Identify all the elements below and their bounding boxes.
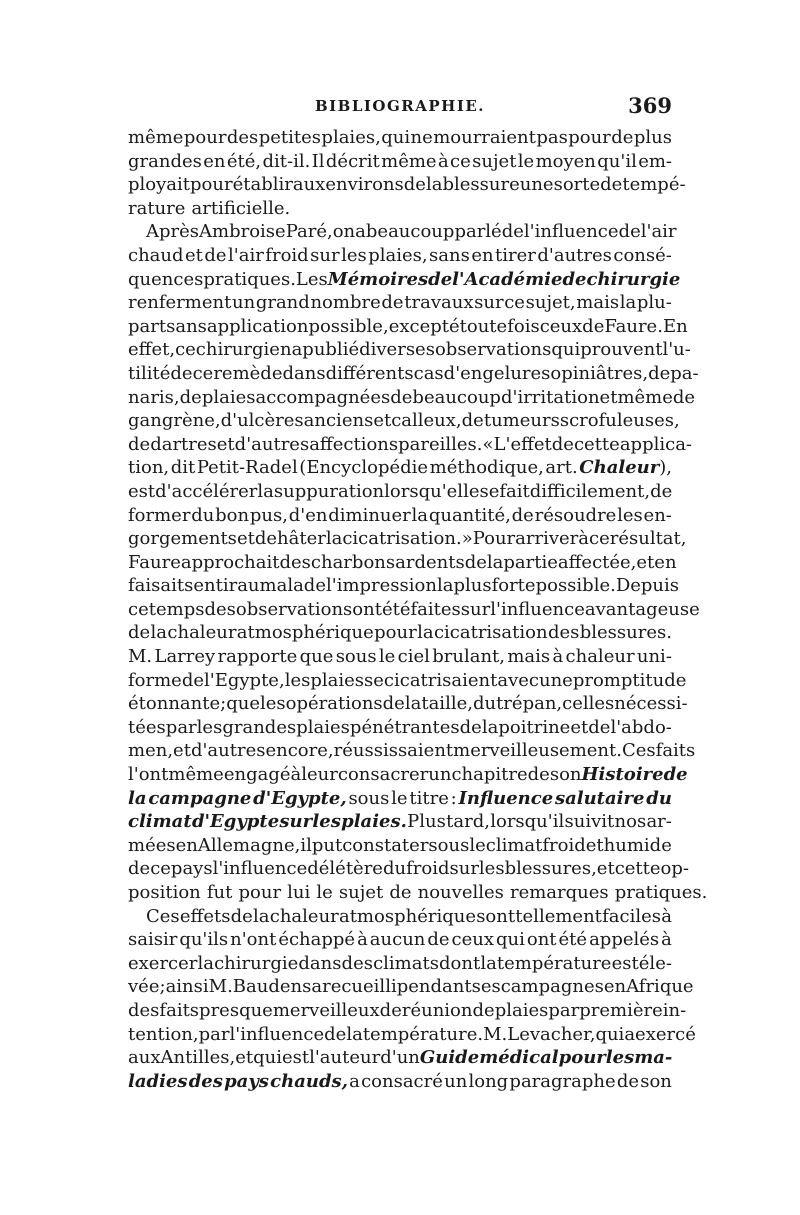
text-line: Ces effets de la chaleur atmosphérique sont tellement faciles à [146, 905, 672, 927]
text-line: étonnante ; que les opérations de la taille, du trépan, celles nécessi- [128, 693, 688, 715]
text-line: de dartres et d'autres affections pareilles. « L'effet de cette applica- [128, 433, 693, 455]
text-line: part sans application possible, excepté toutefois ceux de Faure. En [128, 315, 688, 337]
text-line: M. Larrey rapporte que sous le ciel brulant, mais à chaleur uni- [128, 646, 672, 668]
body-text [128, 126, 708, 1093]
text-line: exercer la chirurgie dans des climats dont la température est éle- [128, 952, 672, 974]
text-line: chaud et de l'air froid sur les plaies, sans en tirer d'autres consé- [128, 244, 672, 266]
text-line: l'ont même engagé à leur consacrer un chapitre de son Histoire de [128, 764, 688, 786]
page-header [128, 93, 672, 121]
text-line: rature artificielle. [128, 197, 291, 219]
page-number: 369 [628, 93, 672, 118]
text-line: vée ; ainsi M. Baudens a recueilli pendant ses campagnes en Afrique [128, 976, 694, 998]
text-line: tilité de ce remède dans différents cas d'engelures opiniâtres, de pa- [128, 362, 699, 384]
text-line: effet, ce chirurgien a publié diverses observations qui prouvent l'u- [128, 339, 691, 361]
text-line: position fut pour lui le sujet de nouvelles remarques pratiques. [128, 882, 708, 903]
text-line: est d'accélérer la suppuration lorsqu'elle se fait difficilement, de [128, 480, 673, 502]
text-line: quences pratiques. Les Mémoires de l'Académie de chirurgie [128, 268, 681, 290]
text-line: de ce pays l'influence délétère du froid sur les blessures, et cette op- [128, 858, 689, 880]
text-line: de la chaleur atmosphérique pour la cicatrisation des blessures. [128, 622, 672, 644]
text-line: faisait sentir au malade l'impression la plus forte possible. Depuis [128, 575, 680, 597]
text-line: Faure approchait des charbons ardents de la partie affectée, et en [128, 551, 677, 573]
text-line: gangrène, d'ulcères anciens et calleux, de tumeurs scrofuleuses, [128, 410, 680, 432]
text-line: mées en Allemagne, il put constater sous le climat froid et humide [128, 834, 672, 856]
text-line: tion, dit Petit-Radel (Encyclopédie méthodique, art. Chaleur), [128, 457, 672, 479]
text-line: naris, de plaies accompagnées de beaucoup d'irritation et même de [128, 386, 696, 408]
text-line: renferment un grand nombre de travaux sur ce sujet, mais la plu- [128, 292, 672, 314]
text-line: Après Ambroise Paré, on a beaucoup parlé de l'influence de l'air [146, 221, 677, 243]
text-line: la campagne d'Egypte, sous le titre : Influence salutaire du [128, 787, 672, 809]
text-line: même pour des petites plaies, qui ne mourraient pas pour de plus [128, 127, 672, 148]
text-line: men, et d'autres encore, réussissaient merveilleusement. Ces faits [128, 740, 696, 762]
text-line: forme de l'Egypte, les plaies se cicatrisaient avec une promptitude [128, 669, 687, 691]
text-line: ladies des pays chauds, a consacré un long paragraphe de son [128, 1070, 672, 1092]
text-line: des faits presque merveilleux de réunion de plaies par première in- [128, 999, 687, 1021]
text-line: grandes en été, dit-il. Il décrit même à ce sujet le moyen qu'il em- [128, 150, 672, 172]
running-title: BIBLIOGRAPHIE. [314, 97, 486, 115]
text-line: former du bon pus, d'en diminuer la quantité, de résoudre les en- [128, 504, 672, 526]
text-line: tées par les grandes plaies pénétrantes de la poitrine et de l'abdo- [128, 716, 672, 738]
text-line: ployait pour établir aux environs de la blessure une sorte de tempé- [128, 174, 686, 196]
text-line: gorgements et de hâter la cicatrisation. » Pour arriver à ce résultat, [128, 528, 687, 550]
text-line: saisir qu'ils n'ont échappé à aucun de ceux qui ont été appelés à [128, 929, 672, 951]
text-line: aux Antilles, et qui est l'auteur d'un Guide médical pour les ma- [128, 1047, 673, 1069]
text-line: tention, par l'influence de la température. M. Levacher, qui a exercé [128, 1023, 696, 1045]
text-line: ce temps des observations ont été faites sur l'influence avantageuse [128, 598, 700, 620]
text-line: climat d'Egypte sur les plaies. Plus tard, lorsqu'il suivit nos ar- [128, 811, 672, 833]
